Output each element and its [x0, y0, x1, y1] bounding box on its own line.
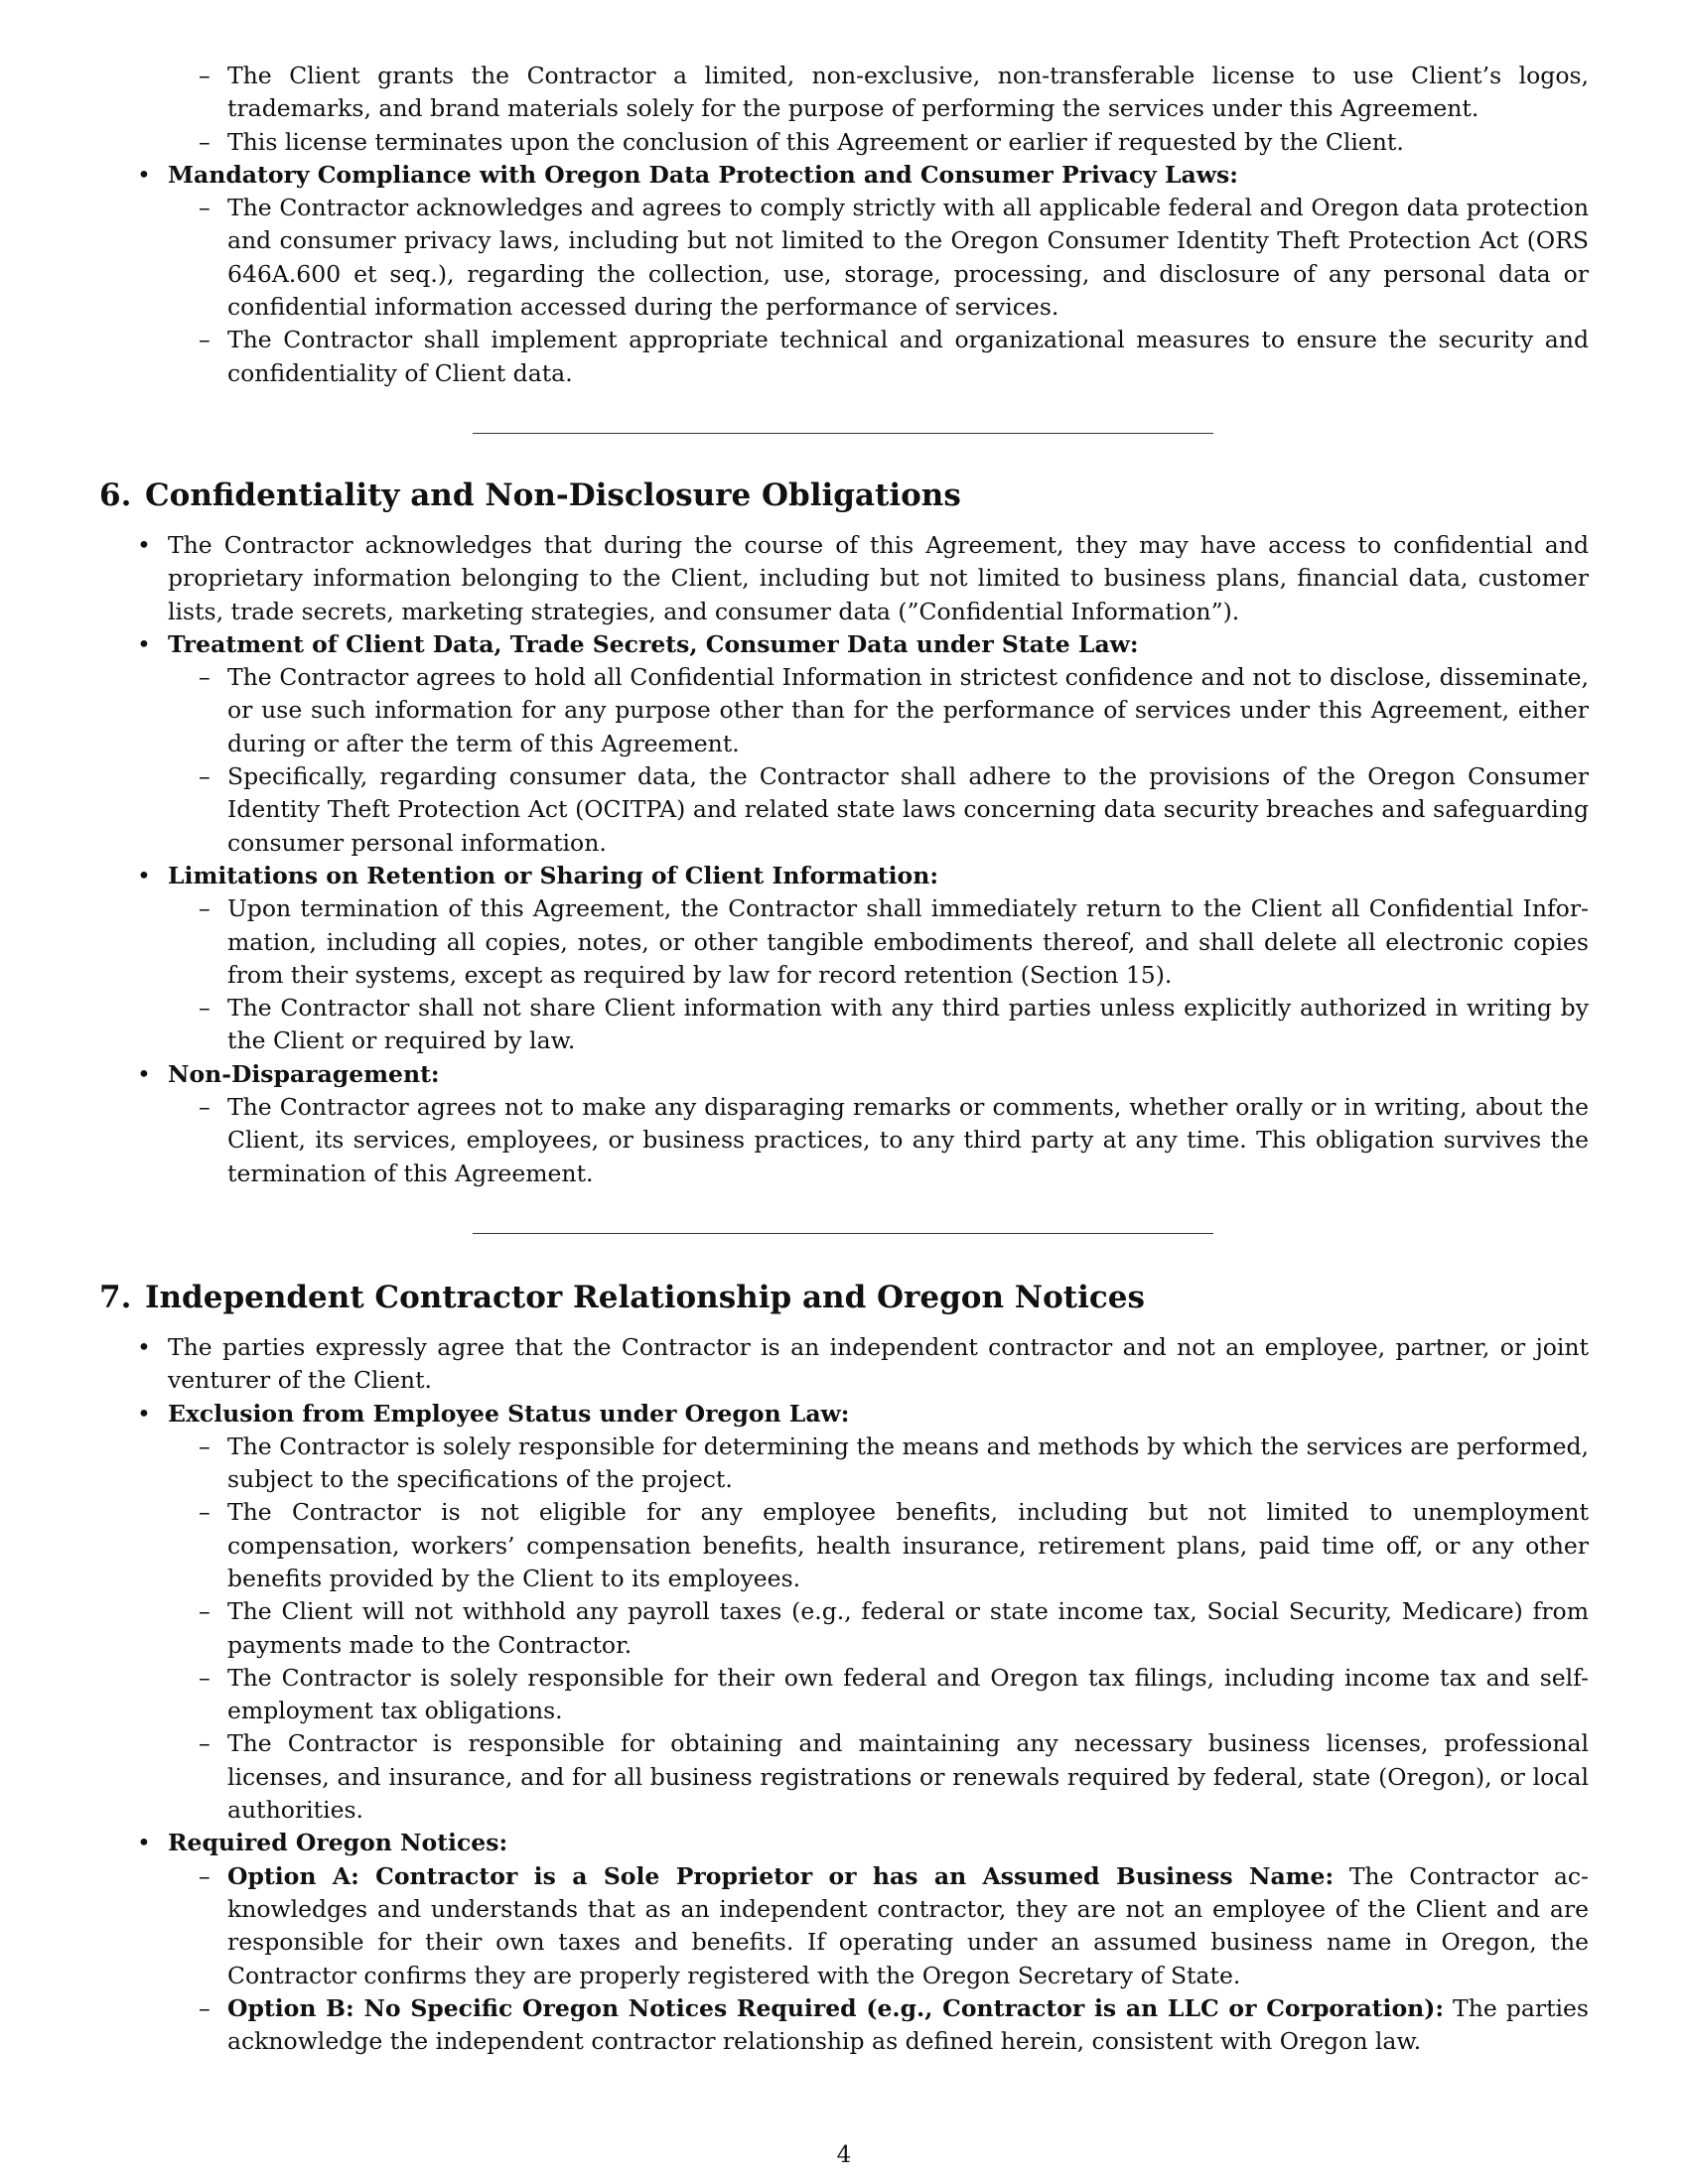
section7-heading: [99, 1278, 1589, 1317]
section6-list: [99, 529, 1589, 1190]
list-item: [99, 1827, 1589, 2058]
retention-item-1: – Upon termination of this Agreement, the Contractor shall immediately return to the Client all Confidential Infor-mation, including all copies, notes, or other tangible embodiments thereof, and shall delete all electronic copies from their systems, except as required by law for record retention (Section 15).: [168, 892, 1589, 992]
license-item-2: – This license terminates upon the conclusion of this Agreement or earlier if requested by the Client.: [168, 126, 1589, 159]
document-page: [99, 60, 1589, 2058]
compliance-item-1: – The Contractor acknowledges and agrees to comply strictly with all applicable federal and Oregon data protection and consumer privacy laws, including but not limited to the Oregon Consumer Identity Theft Protection Act (ORS 646A.600 et seq.), regarding the collection, use, storage, processing, and disclosure of any personal data or confidential information accessed during the performance of services.: [168, 192, 1589, 324]
exclusion-heading: Exclusion from Employee Status under Oregon Law:: [168, 1399, 850, 1428]
section7-list: [99, 1331, 1589, 2059]
nondisparagement-heading: Non-Disparagement:: [168, 1059, 440, 1088]
notices-sublist: [168, 1860, 1589, 2059]
section7-title: Independent Contractor Relationship and Oregon Notices: [145, 1279, 1145, 1315]
compliance-item-2: – The Contractor shall implement appropriate technical and organizational measures to ensure the security and confidentiality of Client data.: [168, 324, 1589, 390]
option-b-text: The parties acknowledge the independent contractor relationship as defined herein, consistent with Oregon law.: [227, 1993, 1589, 2056]
section5-list: [99, 60, 1589, 390]
option-b-item: [168, 1992, 1589, 2059]
list-item: [99, 1058, 1589, 1190]
exclusion-item-1: – The Contractor is solely responsible for determining the means and methods by which the services are performed, subject to the specifications of the project.: [168, 1431, 1589, 1497]
notices-heading: Required Oregon Notices:: [168, 1829, 508, 1857]
option-b-heading: Option B: No Specific Oregon Notices Required (e.g., Contractor is an LLC or Corporation):: [227, 1993, 1445, 2022]
exclusion-item-3: – The Client will not withhold any payroll taxes (e.g., federal or state income tax, Social Security, Medicare) from payments made to the Contractor.: [168, 1595, 1589, 1662]
retention-heading: Limitations on Retention or Sharing of Client Information:: [168, 861, 938, 889]
treatment-item-2: – Specifically, regarding consumer data, the Contractor shall adhere to the provisions of the Oregon Consumer Identity Theft Protection Act (OCITPA) and related state laws concerning data security breaches and safeguarding consumer personal information.: [168, 760, 1589, 860]
nondisparagement-item-1: – The Contractor agrees not to make any disparaging remarks or comments, whether orally or in writing, about the Client, its services, employees, or business practices, to any third party at any time. This obligation survives the termination of this Agreement.: [168, 1091, 1589, 1190]
page-number: 4: [836, 2142, 852, 2168]
compliance-heading: Mandatory Compliance with Oregon Data Protection and Consumer Privacy Laws:: [168, 160, 1238, 189]
section-divider: [473, 1233, 1213, 1234]
license-sublist: [168, 60, 1589, 159]
treatment-item-1: – The Contractor agrees to hold all Confidential Information in strictest confidence and not to disclose, disseminate, or use such information for any purpose other than for the performance of services under this Agreement, either during or after the term of this Agreement.: [168, 661, 1589, 760]
treatment-sublist: [168, 661, 1589, 860]
list-item: [99, 60, 1589, 159]
section6-intro: • The Contractor acknowledges that during the course of this Agreement, they may have access to confidential and proprietary information belonging to the Client, including but not limited to business plans, financial data, customer lists, trade secrets, marketing strategies, and consumer data (”Confidential Information”).: [99, 529, 1589, 628]
license-item-1: – The Client grants the Contractor a limited, non-exclusive, non-transferable license to use Client’s logos, trademarks, and brand materials solely for the purpose of performing the services under this Agreement.: [168, 60, 1589, 126]
section7-number: 7.: [99, 1279, 132, 1315]
retention-sublist: [168, 892, 1589, 1057]
exclusion-item-2: – The Contractor is not eligible for any employee benefits, including but not limited to unemployment compensation, workers’ compensation benefits, health insurance, retirement plans, paid time off, or any other benefits provided by the Client to its employees.: [168, 1496, 1589, 1595]
list-item: [99, 159, 1589, 390]
section6-heading: [99, 476, 1589, 515]
exclusion-item-4: – The Contractor is solely responsible for their own federal and Oregon tax filings, including income tax and self-employment tax obligations.: [168, 1662, 1589, 1728]
section-divider: [473, 433, 1213, 434]
list-item: [99, 628, 1589, 860]
nondisparagement-sublist: [168, 1091, 1589, 1190]
list-item: [99, 860, 1589, 1058]
option-a-item: [168, 1860, 1589, 1992]
exclusion-sublist: [168, 1431, 1589, 1828]
compliance-sublist: [168, 192, 1589, 390]
exclusion-item-5: – The Contractor is responsible for obtaining and maintaining any necessary business licenses, professional licenses, and insurance, and for all business registrations or renewals required by federal, state (Oregon), or local authorities.: [168, 1727, 1589, 1827]
retention-item-2: – The Contractor shall not share Client information with any third parties unless explicitly authorized in writing by the Client or required by law.: [168, 992, 1589, 1058]
section6-title: Confidentiality and Non-Disclosure Obligations: [145, 477, 961, 513]
list-item: [99, 1398, 1589, 1828]
option-a-heading: Option A: Contractor is a Sole Proprietor or has an Assumed Business Name:: [227, 1861, 1335, 1890]
treatment-heading: Treatment of Client Data, Trade Secrets, Consumer Data under State Law:: [168, 629, 1139, 658]
option-a-text: The Contractor ac-knowledges and understands that as an independent contractor, they are not an employee of the Client and are responsible for their own taxes and benefits. If operating under an assumed business name in Oregon, the Contractor confirms they are properly registered with the Oregon Secretary of State.: [227, 1861, 1589, 1989]
section7-intro: • The parties expressly agree that the Contractor is an independent contractor and not an employee, partner, or joint venturer of the Client.: [99, 1331, 1589, 1398]
section6-number: 6.: [99, 477, 132, 513]
